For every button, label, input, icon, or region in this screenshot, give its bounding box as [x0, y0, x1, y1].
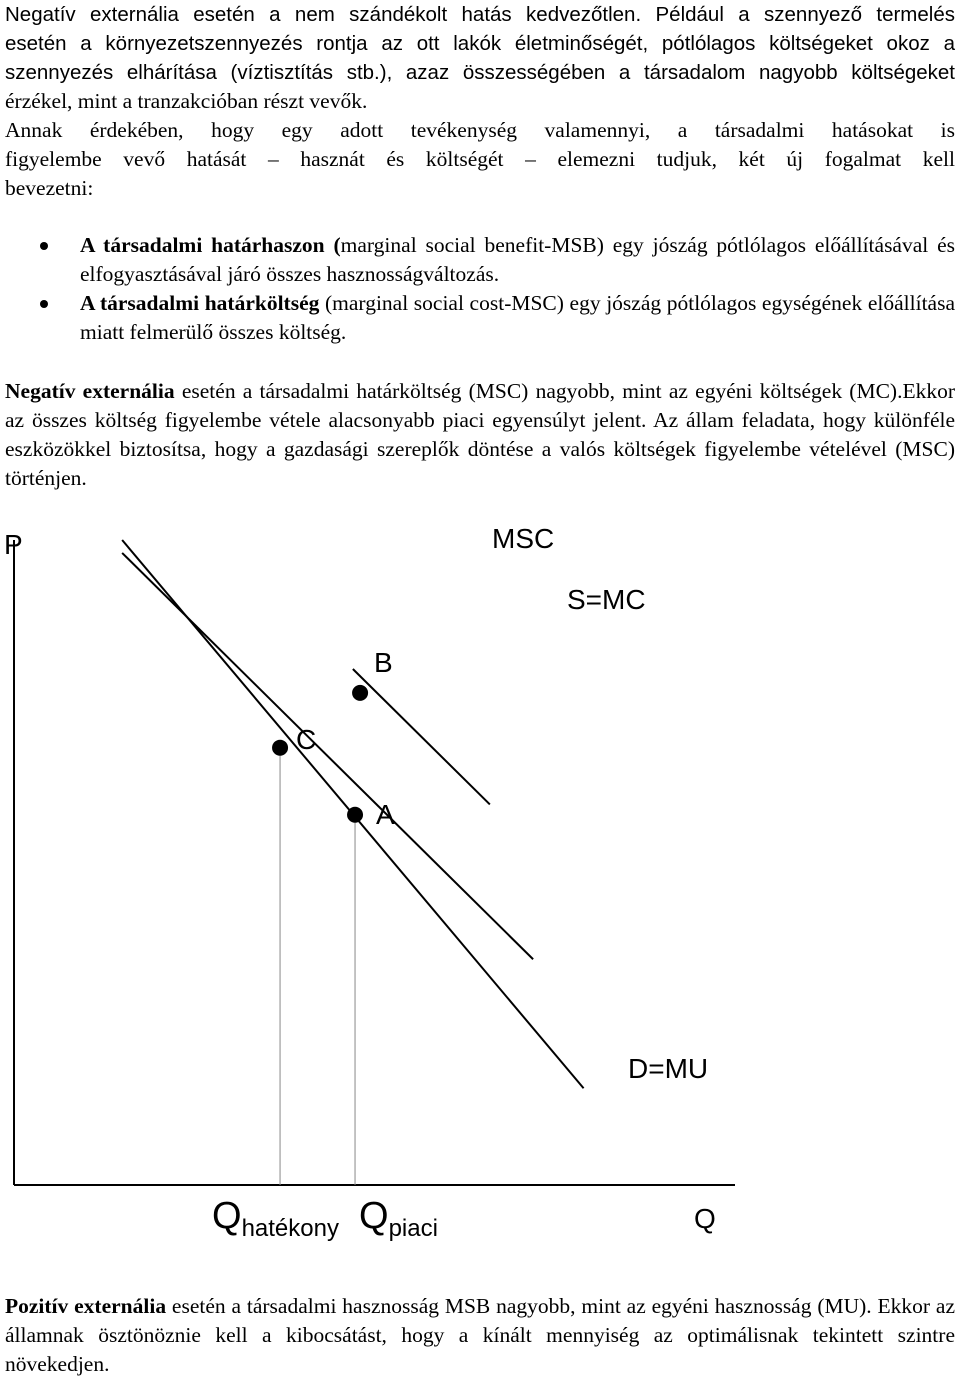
concepts-line-3: bevezetni:: [5, 176, 94, 200]
bullet-icon: [40, 242, 48, 250]
definition-msb: [0, 231, 955, 289]
definition-msb-text: marginal social benefit-MSB) egy jószág pótlólagos előállításával és elfogyasztásával járó összes hasznosságváltozás.: [80, 233, 955, 286]
point-a: [347, 807, 363, 823]
positive-externality-term: Pozitív externália: [5, 1294, 167, 1318]
definition-msc-text: (marginal social cost-MSC) egy jószág pótlólagos egységének előállítása miatt felmerülő összes költség.: [80, 291, 955, 344]
point-c-label: C: [296, 724, 317, 755]
bullet-icon: [40, 300, 48, 308]
definition-msb-term: A társadalmi határhaszon (: [80, 233, 341, 257]
q-hatekony-label: $Q_{hatékony}$: [212, 1195, 339, 1242]
concepts-line-2: figyelembe vevő hatását – hasznát és költségét – elemezni tudjuk, két új fogalmat kell: [5, 147, 955, 171]
negative-externality-text: esetén a társadalmi határköltség (MSC) nagyobb, mint az egyéni költségek (MC).Ekkor az összes költség figyelembe vétele alacsonyabb piaci egyensúlyt jelent. Az állam feladata, hogy különféle eszközökkel biztosítsa, hogy a gazdasági szereplők döntése a valós költségek figyelembe vételével (MSC) történjen.: [5, 379, 955, 490]
intro-line-2: esetén a környezetszennyezés rontja az ott lakók életminőségét, pótlólagos költségeket okoz a: [5, 32, 955, 55]
supply-mc-label: S=MC: [567, 584, 646, 615]
demand-mu-label: D=MU: [628, 1053, 709, 1084]
concepts-line-1: Annak érdekében, hogy egy adott tevékenység valamennyi, a társadalmi hatásokat is: [5, 118, 955, 142]
point-b-label: B: [374, 647, 393, 678]
positive-externality-paragraph: [5, 1292, 955, 1379]
x-axis-label: Q: [694, 1203, 716, 1234]
definition-msc: [0, 289, 955, 347]
y-axis-label: P: [4, 529, 23, 560]
definition-list: [0, 231, 955, 347]
point-a-label: A: [376, 799, 395, 830]
intro-paragraph: [5, 0, 955, 116]
positive-externality-text: esetén a társadalmi hasznosság MSB nagyobb, mint az egyéni hasznosság (MU). Ekkor az államnak ösztönöznie kell a kibocsátást, hogy a kínált mennyiség az optimálisnak tekintett szintre növekedjen.: [5, 1294, 955, 1376]
point-b: [352, 685, 368, 701]
intro-line-1: Negatív externália esetén a nem szándékolt hatás kedvezőtlen. Például a szennyező termelés: [5, 3, 955, 26]
intro-line-3-rest: ), azaz összességében a társadalom nagyobb költségeket: [379, 61, 955, 84]
negative-externality-paragraph: [5, 377, 955, 493]
point-c: [272, 740, 288, 756]
externality-chart: [0, 510, 960, 1270]
supply-mc-curve: [353, 669, 490, 804]
intro-line-3: [5, 58, 955, 87]
intro-line-3-start: szennyezés elhárítása (víztisztítás stb.: [5, 61, 380, 84]
msc-label: MSC: [492, 523, 555, 554]
concepts-intro-paragraph: [5, 116, 955, 203]
definition-msc-term: A társadalmi határköltség: [80, 291, 320, 315]
negative-externality-term: Negatív externália: [5, 379, 175, 403]
intro-line-4: érzékel, mint a tranzakcióban részt vevők.: [5, 89, 368, 113]
q-piaci-label: $Q_{piaci}$: [359, 1195, 438, 1242]
